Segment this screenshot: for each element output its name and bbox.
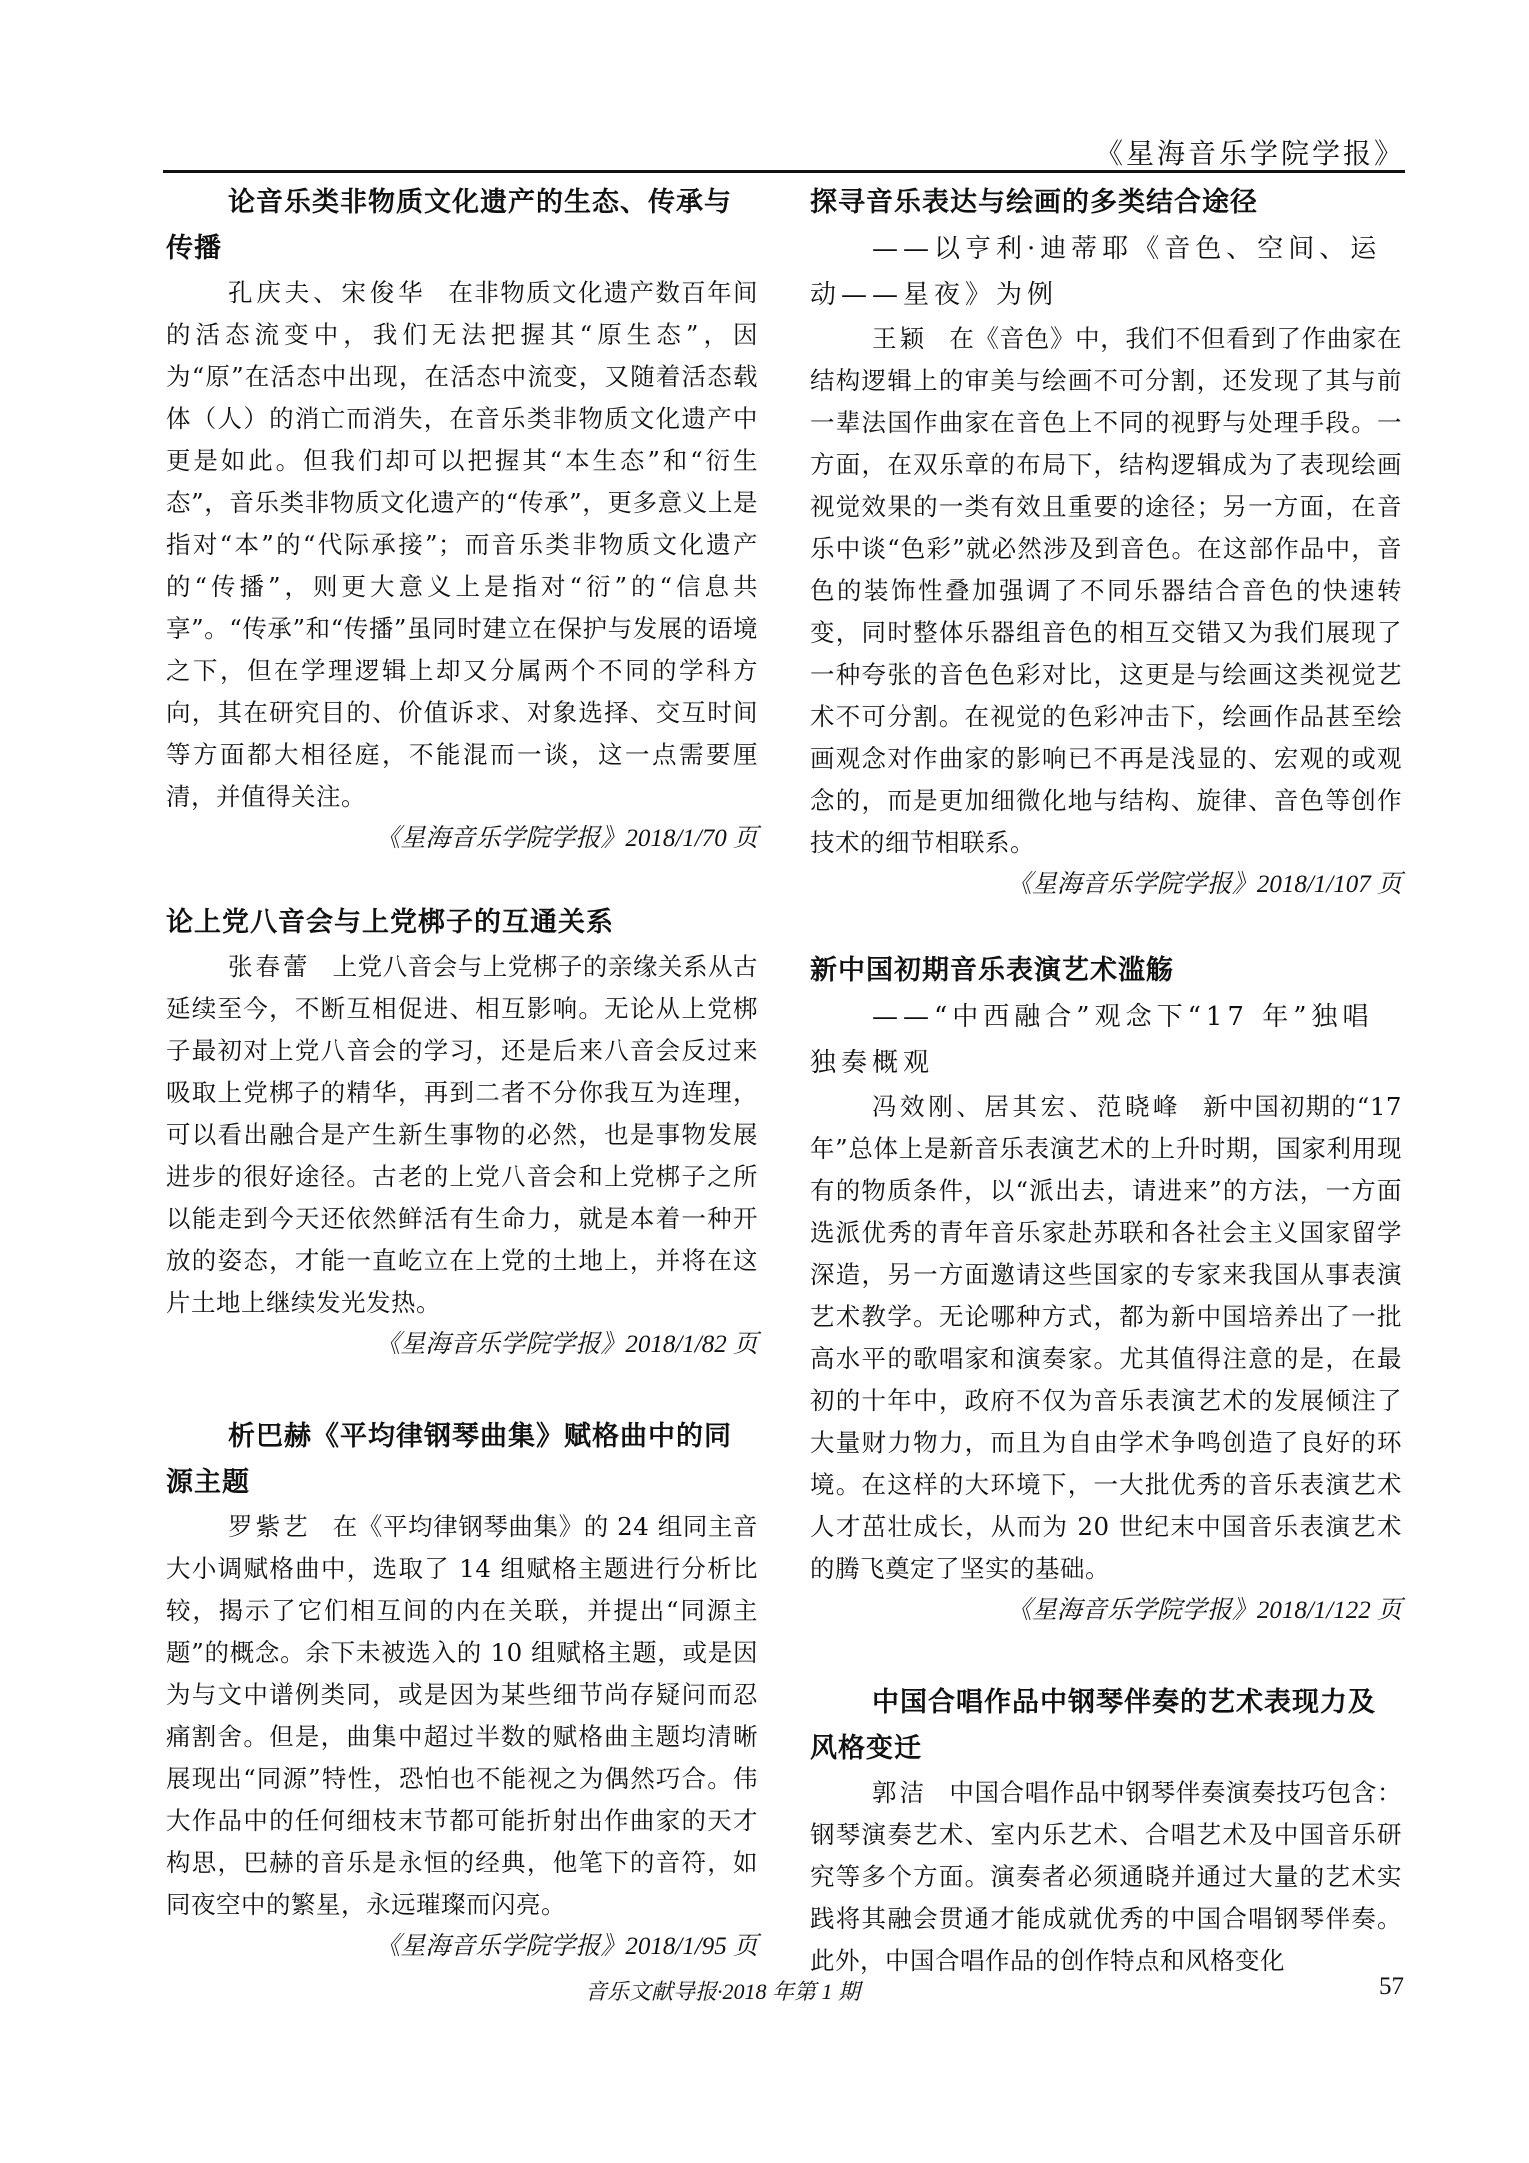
article-abstract — [810, 318, 1402, 864]
article-author: 张春蕾 — [228, 952, 311, 981]
article-subtitle: ——以亨利·迪蒂耶《音色、空间、运动——星夜》为例 — [810, 234, 1382, 310]
article-body: 在《平均律钢琴曲集》的 24 组同主音大小调赋格曲中，选取了 14 组赋格主题进行分析比较，揭示了它们相互间的内在关联，并提出“同源主题”的概念。余下未被选入的 10 组赋格主题，或是因为与文中谱例类同，或是因为某些细节尚存疑问而忍痛割舍。但是，曲集中超过半数的赋格曲主题均清晰展现出“同源”特性，恐怕也不能视之为偶然巧合。伟大作品中的任何细枝末节都可能折射出作曲家的天才构思，巴赫的音乐是永恒的经典，他笔下的音符，如同夜空中的繁星，永远璀璨而闪亮。 — [166, 1512, 759, 1919]
article-bach-fugue — [166, 1414, 758, 1968]
article-choral-piano — [810, 1680, 1402, 1982]
article-author: 王颖 — [872, 324, 928, 353]
header-rule — [163, 170, 1405, 173]
article-abstract — [166, 946, 758, 1324]
article-body: 新中国初期的“17 年”总体上是新音乐表演艺术的上升时期，国家利用现有的物质条件，以“派出去，请进来”的方法，一方面选派优秀的青年音乐家赴苏联和各社会主义国家留学深造，另一方面邀请这些国家的专家来我国从事表演艺术教学。无论哪种方式，都为新中国培养出了一批高水平的歌唱家和演奏家。尤其值得注意的是，在最初的十年中，政府不仅为音乐表演艺术的发展倾注了大量财力物力，而且为自由学术争鸣创造了良好的环境。在这样的大环境下，一大批优秀的音乐表演艺术人才茁壮成长，从而为 20 世纪末中国音乐表演艺术的腾飞奠定了坚实的基础。 — [810, 1092, 1403, 1583]
article-source: 《星海音乐学院学报》2018/1/107 页 — [1006, 871, 1402, 898]
article-intangible-heritage — [166, 180, 758, 860]
article-source: 《星海音乐学院学报》2018/1/70 页 — [375, 825, 758, 852]
footer-journal-issue: 音乐文献导报·2018 年第 1 期 — [585, 1979, 861, 2004]
article-source: 《星海音乐学院学报》2018/1/122 页 — [1006, 1597, 1402, 1624]
article-author: 郭洁 — [872, 1778, 928, 1807]
article-title: 中国合唱作品中钢琴伴奏的艺术表现力及风格变迁 — [810, 1687, 1376, 1764]
article-title: 新中国初期音乐表演艺术滥觞 — [810, 955, 1174, 986]
article-body: 中国合唱作品中钢琴伴奏演奏技巧包含：钢琴演奏艺术、室内乐艺术、合唱艺术及中国音乐研究等多个方面。演奏者必须通晓并通过大量的艺术实践将其融会贯通才能成就优秀的中国合唱钢琴伴奏。此外，中国合唱作品的创作特点和风格变化 — [810, 1778, 1403, 1975]
article-author: 冯效刚、居其宏、范晓峰 — [872, 1092, 1182, 1121]
article-shangdang — [166, 900, 758, 1366]
article-body: 在《音色》中，我们不但看到了作曲家在结构逻辑上的审美与绘画不可分割，还发现了其与前一辈法国作曲家在音色上不同的视野与处理手段。一方面，在双乐章的布局下，结构逻辑成为了表现绘画视觉效果的一类有效且重要的途径；另一方面，在音乐中谈“色彩”就必然涉及到音色。在这部作品中，音色的装饰性叠加强调了不同乐器结合音色的快速转变，同时整体乐器组音色的相互交错又为我们展现了一种夸张的音色色彩对比，这更是与绘画这类视觉艺术不可分割。在视觉的色彩冲击下，绘画作品甚至绘画观念对作曲家的影响已不再是浅显的、宏观的或观念的，而是更加细微化地与结构、旋律、音色等创作技术的细节相联系。 — [810, 324, 1403, 857]
article-author: 罗紫艺 — [228, 1512, 311, 1541]
article-title: 探寻音乐表达与绘画的多类结合途径 — [810, 187, 1258, 218]
article-title: 论音乐类非物质文化遗产的生态、传承与传播 — [166, 187, 732, 264]
article-source: 《星海音乐学院学报》2018/1/95 页 — [375, 1933, 758, 1960]
article-author: 孔庆夫、宋俊华 — [228, 278, 427, 307]
article-abstract — [810, 1772, 1402, 1982]
article-performance-arts — [810, 948, 1402, 1632]
article-music-painting — [810, 180, 1402, 906]
article-title: 析巴赫《平均律钢琴曲集》赋格曲中的同源主题 — [166, 1421, 732, 1498]
right-column — [810, 180, 1402, 1982]
article-title: 论上党八音会与上党梆子的互通关系 — [166, 907, 614, 938]
article-source: 《星海音乐学院学报》2018/1/82 页 — [375, 1331, 758, 1358]
article-body: 上党八音会与上党梆子的亲缘关系从古延续至今，不断互相促进、相互影响。无论从上党梆子最初对上党八音会的学习，还是后来八音会反过来吸取上党梆子的精华，再到二者不分你我互为连理，可以看出融合是产生新生事物的必然，也是事物发展进步的很好途径。古老的上党八音会和上党梆子之所以能走到今天还依然鲜活有生命力，就是本着一种开放的姿态，才能一直屹立在上党的土地上，并将在这片土地上继续发光发热。 — [166, 952, 759, 1317]
article-abstract — [166, 1506, 758, 1926]
page-number: 57 — [1379, 1973, 1404, 2000]
article-abstract — [810, 1086, 1402, 1590]
left-column — [166, 180, 758, 1968]
article-abstract — [166, 272, 758, 818]
running-head-journal-title: 《星海音乐学院学报》 — [1094, 137, 1405, 170]
article-body: 在非物质文化遗产数百年间的活态流变中，我们无法把握其“原生态”，因为“原”在活态中出现，在活态中流变，又随着活态载体（人）的消亡而消失，在音乐类非物质文化遗产中更是如此。但我们却可以把握其“本生态”和“衍生态”，音乐类非物质文化遗产的“传承”，更多意义上是指对“本”的“代际承接”；而音乐类非物质文化遗产的“传播”，则更大意义上是指对“衍”的“信息共享”。“传承”和“传播”虽同时建立在保护与发展的语境之下，但在学理逻辑上却又分属两个不同的学科方向，其在研究目的、价值诉求、对象选择、交互时间等方面都大相径庭，不能混而一谈，这一点需要厘清，并值得关注。 — [166, 278, 759, 811]
article-subtitle: ——“中西融合”观念下“17 年”独唱独奏概观 — [810, 1002, 1374, 1078]
